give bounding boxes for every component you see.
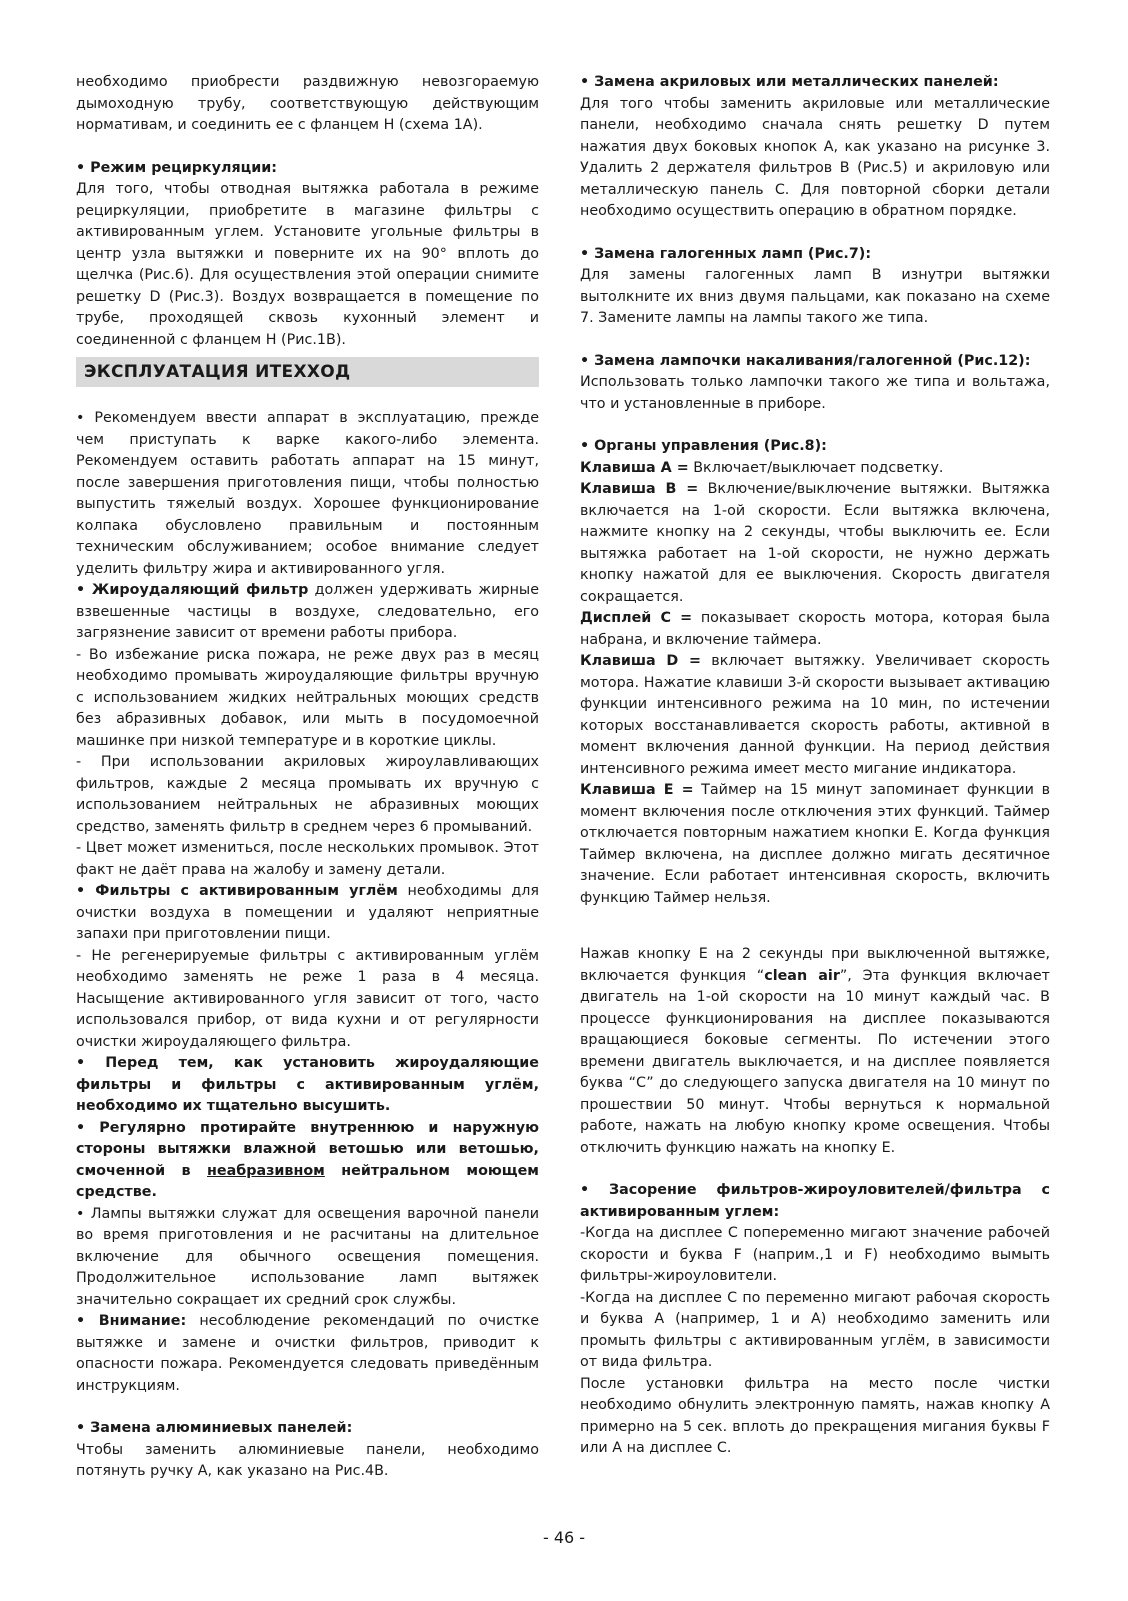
key-d-text: включает вытяжку. Увеличивает скорость мотора. Нажатие клавиши 3-й скорости вызывает активацию функции интенсивного режима на 10 мин, по истечении которых восстанавливается скорость работы, активной в момент включения данной функции. На период действия интенсивного режима имеет место мигание индикатора. <box>580 653 1050 777</box>
page-number: - 46 - <box>542 1528 586 1547</box>
paragraph-grease-filter <box>76 580 539 645</box>
paragraph-color-change: - Цвет может измениться, после нескольких промывок. Этот факт не даёт права на жалобу и замену детали. <box>76 840 539 878</box>
halogen-text: Для замены галогенных ламп B изнутри вытяжки вытолкните их вниз двумя пальцами, как показано на схеме 7. Замените лампы на лампы такого же типа. <box>580 267 1050 326</box>
recirculation-text: Для того, чтобы отводная вытяжка работала в режиме рециркуляции, приобретите в магазине фильтры с активированным углем. Установите угольные фильтры в центр узла вытяжки и поверните их на 90° вплоть до щелчка (Рис.6). Для осуществления этой операции снимите решетку D (Рис.3). Воздух возвращается в помещение по трубе, проходящей сквозь кухонный элемент и соединенной с фланцем H (Рис.1B). <box>76 181 539 348</box>
paragraph-wipe-hood <box>76 1118 539 1204</box>
key-b <box>580 479 1050 608</box>
grease-filter-text: должен удерживать жирные взвешенные частицы в воздухе, следовательно, его загрязнение зависит от времени работы прибора. <box>76 582 539 641</box>
recirculation-title: • Режим рециркуляции: <box>76 159 278 176</box>
display-c-label: Дисплей C = <box>580 610 693 626</box>
section-heading: ЭКСПЛУАТАЦИЯ ИТЕХХОД <box>76 357 539 387</box>
paragraph-acrylic-filters: - При использовании акриловых жироулавливающих фильтров, каждые 2 месяца промывать их вручную с использованием нейтральных не абразивных моющих средство, заменять фильтр в среднем через 6 промываний. <box>76 754 539 835</box>
clogging-title: • Засорение фильтров-жироуловителей/фильтра с активированным углем: <box>580 1182 1050 1220</box>
key-b-text: Включение/выключение вытяжки. Вытяжка включается на 1-ой скорости. Если вытяжка включена, нажмите кнопку на 2 секунды, чтобы выключить ее. Если вытяжка работает на 1-ой скорости, не нужно держать кнопку нажатой для ее выключения. Скорость двигателя сокращается. <box>580 481 1050 605</box>
paragraph-lamps: • Лампы вытяжки служат для освещения варочной панели во время приготовления и не расчитаны на длительное включение для обычного освещения помещения. Продолжительное использование ламп вытяжек значительно сокращает их средний срок службы. <box>76 1205 539 1308</box>
intro-text: необходимо приобрести раздвижную невозгораемую дымоходную трубу, соответствующую действующим нормативам, и соединить ее с фланцем H (схема 1А). <box>76 74 539 133</box>
carbon-filter-text: необходимы для очистки воздуха в помещении и удаляют неприятные запахи при приготовлении пищи. <box>76 883 539 942</box>
incandescent-title: • Замена лампочки накаливания/галогенной (Рис.12): <box>580 352 1031 369</box>
aluminium-text: Чтобы заменить алюминиевые панели, необходимо потянуть ручку A, как указано на Рис.4B. <box>76 1441 539 1479</box>
clean-air-text-b: ”, Эта функция включает двигатель на 1-ой скорости на 10 минут каждый час. В процессе функционирования на дисплее показываются вращающиеся боковые сегменты. По истечении этого времени двигатель выключается, и на дисплее появляется буква “C” до следующего запуска двигателя на 10 минут по прошествии 50 минут. Чтобы вернуться к нормальной работе, нажать на любую кнопку кроме освещения. Чтобы отключить функцию нажать на кнопку E. <box>580 967 1050 1156</box>
paragraph-wash-filters: - Во избежание риска пожара, не реже двух раз в месяц необходимо промывать жироудаляющие фильтры вручную с использованием жидких нейтральных моющих средств без абразивных добавок, или мыть в посудомоечной машинке при низкой температуре и в короткие циклы. <box>76 646 539 749</box>
carbon-filter-label: • Фильтры с активированным углём <box>76 883 398 899</box>
key-e <box>580 780 1050 909</box>
clogging-carbon: -Когда на дисплее C по переменно мигают рабочая скорость и буква A (например, 1 и A) необходимо заменить или промыть фильтры с активированным углём, в зависимости от вида фильтра. <box>580 1289 1050 1370</box>
clean-air-paragraph <box>580 944 1050 1159</box>
key-d-label: Клавиша D = <box>580 653 701 669</box>
wipe-text-underlined: неабразивном <box>207 1162 325 1179</box>
key-a-text: Включает/выключает подсветку. <box>688 459 944 476</box>
warning-text: несоблюдение рекомендаций по очистке вытяжке и замене и очистки фильтров, приводит к опасности пожара. Рекомендуется следовать приведённым инструкциям. <box>76 1313 539 1394</box>
display-c <box>580 608 1050 651</box>
warning-label: • Внимание: <box>76 1313 187 1329</box>
key-b-label: Клавиша B = <box>580 481 699 497</box>
controls-title: • Органы управления (Рис.8): <box>580 438 827 454</box>
wipe-text-b: нейтральном моющем средстве. <box>76 1162 539 1200</box>
key-a-label: Клавиша A = <box>580 459 689 476</box>
clean-air-text-a: Нажав кнопку E на 2 секунды при выключенной вытяжке, включается функция “ <box>580 946 1050 984</box>
clean-air-label: clean air <box>764 967 840 984</box>
key-e-text: Таймер на 15 минут запоминает функции в момент включения после отключения этих функций. Таймер отключается повторным нажатием кнопки E. Когда функция Таймер включена, на дисплее должно мигать десятичное значение. Если работает интенсивная скорость, включить функцию Таймер нельзя. <box>580 782 1050 906</box>
acrylic-text: Для того чтобы заменить акриловые или металлические панели, необходимо сначала снять решетку D путем нажатия двух боковых кнопок A, как указано на рисунке 3. Удалить 2 держателя фильтров B (Рис.5) и акриловую или металлическую панель C. Для повторной сборки детали необходимо осуществить операцию в обратном порядке. <box>580 95 1050 219</box>
aluminium-title: • Замена алюминиевых панелей: <box>76 1420 353 1436</box>
key-e-label: Клавиша E = <box>580 782 694 798</box>
paragraph-intro-usage: • Рекомендуем ввести аппарат в эксплуатацию, прежде чем приступать к варке какого-либо элемента. Рекомендуем оставить работать аппарат на 15 минут, после завершения приготовления пищи, чтобы полностью выпустить тяжелый воздух. Хорошее функционирование колпака обусловлено правильным и постоянным техническим обслуживанием; особое внимание следует уделить фильтру жира и активированного угля. <box>76 410 539 577</box>
paragraph-warning <box>76 1311 539 1397</box>
right-column <box>580 72 1050 1460</box>
paragraph-carbon-replace: - Не регенерируемые фильтры с активированным углём необходимо заменять не реже 1 раза в 4 месяца. Насыщение активированного угля зависит от того, часто использовался прибор, от вида кухни и от регулярности очистки жироудаляющего фильтра. <box>76 947 539 1050</box>
display-c-text: показывает скорость мотора, которая была набрана, и включение таймера. <box>580 610 1051 648</box>
wipe-text-a: • Регулярно протирайте внутреннюю и наружную стороны вытяжки влажной ветошью или ветошью, смоченной в <box>76 1119 539 1179</box>
halogen-title: • Замена галогенных ламп (Рис.7): <box>580 245 872 262</box>
clogging-reset: После установки фильтра на место после чистки необходимо обнулить электронную память, нажав кнопку A примерно на 5 сек. вплоть до прекращения мигания буквы F или A на дисплее C. <box>580 1375 1050 1456</box>
left-column <box>76 72 539 1483</box>
paragraph-dry-filters: • Перед тем, как установить жироудаляющие фильтры и фильтры с активированным углём, необходимо их тщательно высушить. <box>76 1055 539 1114</box>
key-a <box>580 458 1050 480</box>
incandescent-text: Использовать только лампочки такого же типа и вольтажа, что и установленные в приборе. <box>580 374 1050 412</box>
grease-filter-label: • Жироудаляющий фильтр <box>76 582 309 598</box>
acrylic-title: • Замена акриловых или металлических панелей: <box>580 74 999 90</box>
clogging-grease: -Когда на дисплее C попеременно мигают значение рабочей скорости и буква F (наприм.,1 и F) необходимо вымыть фильтры-жироуловители. <box>580 1225 1050 1284</box>
key-d <box>580 651 1050 780</box>
paragraph-carbon-filters <box>76 881 539 946</box>
